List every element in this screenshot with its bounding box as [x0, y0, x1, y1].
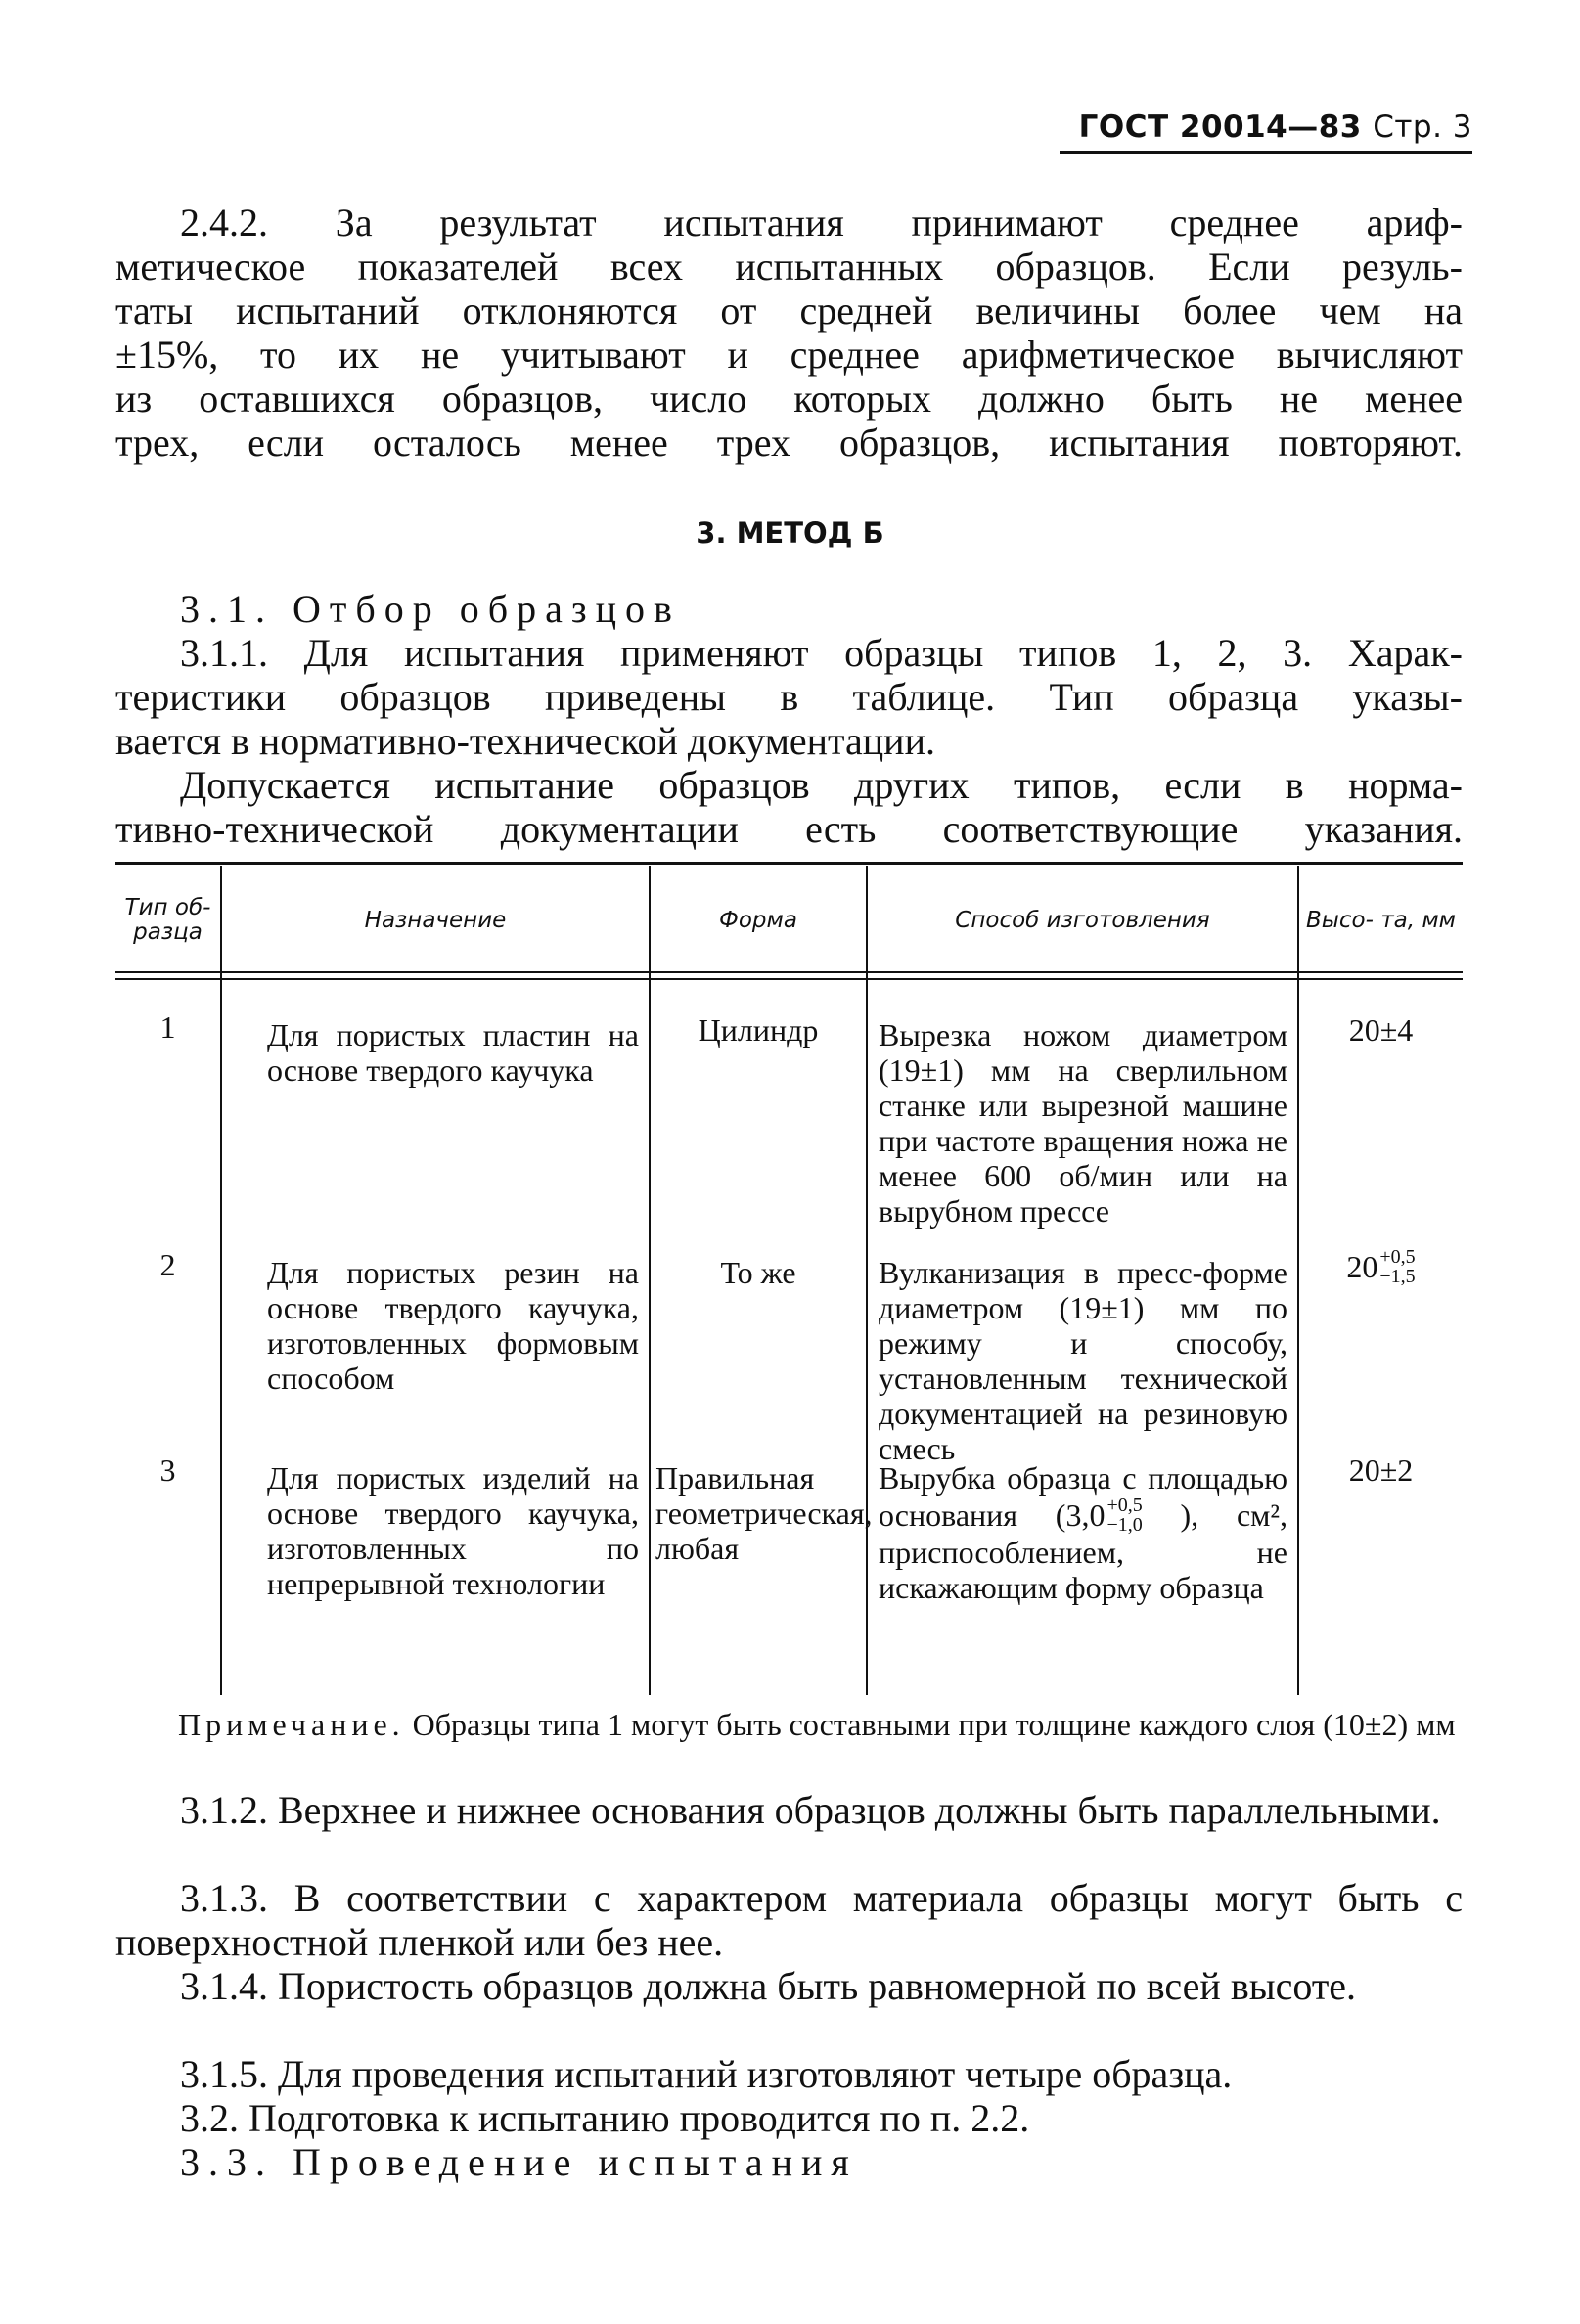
row-3-purpose: Для пористых изделий на основе твердого каучука, изготовленных по непрерывной технологии [267, 1460, 639, 1601]
text-line: ±15%, то их не учитывают и среднее арифметическое вычисляют [115, 333, 1463, 377]
row-2-form: То же [720, 1255, 796, 1290]
table-note [115, 1707, 1463, 1742]
paragraph-3-1-5: 3.1.5. Для проведения испытаний изготовляют четыре образца. [180, 2052, 1233, 2096]
area-tolerance-lower: −1,0 [1106, 1514, 1143, 1536]
row-2-method: Вулканизация в пресс-форме диаметром (19±1) мм по режиму и способу, установленным технической документацией на резиновую смесь [879, 1255, 1287, 1466]
height-base: 20 [1346, 1249, 1378, 1284]
paragraph-allowance [115, 763, 1463, 851]
header-purpose: Назначение [364, 907, 507, 933]
text-line: метическое показателей всех испытанных образцов. Если резуль- [115, 245, 1463, 289]
subsection-title-3-3: 3.3. Проведение испытания [180, 2140, 858, 2184]
column-divider [220, 866, 222, 1695]
note-label: Примечание. [178, 1707, 405, 1742]
row-2-purpose: Для пористых резин на основе твердого каучука, изготовленных формовым способом [267, 1255, 639, 1396]
header-type: Тип об- разца [124, 895, 211, 945]
row-1-height: 20±4 [1348, 1012, 1414, 1048]
height-tolerance-lower: −1,5 [1379, 1266, 1416, 1287]
header-rule [115, 971, 1463, 973]
text-line: Допускается испытание образцов других типов, если в норма- [180, 763, 1463, 807]
column-divider [866, 866, 868, 1695]
row-3-height: 20±2 [1348, 1452, 1414, 1488]
area-tolerance-upper: +0,5 [1106, 1495, 1143, 1516]
header-height: Высо- та, мм [1305, 907, 1457, 933]
paragraph-3-1-2: 3.1.2. Верхнее и нижнее основания образцов должны быть параллельными. [180, 1788, 1441, 1832]
row-3-type: 3 [159, 1452, 176, 1488]
text-line: теристики образцов приведены в таблице. Тип образца указы- [115, 675, 1463, 719]
area-base: (3,0 [1055, 1497, 1106, 1533]
paragraph-3-2: 3.2. Подготовка к испытанию проводится по п. 2.2. [180, 2096, 1030, 2140]
specimen-table [115, 866, 1463, 1695]
text-line: таты испытаний отклоняются от средней величины более чем на [115, 289, 1463, 333]
subsection-title: 3.1. Отбор образцов [180, 587, 681, 631]
paragraph-3-1-4: 3.1.4. Пористость образцов должна быть равномерной по всей высоте. [180, 1964, 1357, 2008]
section-heading: 3. МЕТОД Б [696, 516, 884, 550]
text-line: трех, если осталось менее трех образцов, испытания повторяют. [115, 421, 1463, 465]
page-number: Стр. 3 [1373, 110, 1472, 145]
height-tolerance-upper: +0,5 [1379, 1246, 1416, 1268]
text-line: 2.4.2. За результат испытания принимают среднее ариф- [180, 201, 1463, 245]
row-1-purpose: Для пористых пластин на основе твердого каучука [267, 1017, 639, 1088]
header-method: Способ изготовления [955, 907, 1210, 933]
note-text: Образцы типа 1 могут быть составными при толщине каждого слоя (10±2) мм [412, 1707, 1456, 1742]
paragraph-3-1-1 [115, 631, 1463, 763]
row-3-form: Правильная геометрическая, любая [655, 1460, 873, 1566]
text-line: из оставшихся образцов, число которых должно быть не менее [115, 377, 1463, 421]
header-rule [115, 978, 1463, 980]
paragraph-3-1-3: 3.1.3. В соответствии с характером материала образцы могут быть с поверхностной пленкой или без нее. [115, 1876, 1463, 1964]
row-1-method: Вырезка ножом диаметром (19±1) мм на сверлильном станке или вырезной машине при частоте вращения ножа не менее 600 об/мин или на вырубном прессе [879, 1017, 1287, 1229]
row-1-form: Цилиндр [698, 1012, 819, 1048]
paragraph-2-4-2 [115, 201, 1463, 465]
row-3-method [879, 1460, 1287, 1605]
running-header [1079, 110, 1472, 145]
row-2-type: 2 [159, 1247, 176, 1282]
method-text-start: Вырубка образца с площадью основания [879, 1460, 1287, 1533]
method-text-end: ), см², приспособлением, не искажающим форму образца [879, 1497, 1288, 1605]
text-line: тивно-технической документации есть соответствующие указания. [115, 807, 1463, 851]
row-1-type: 1 [159, 1009, 176, 1045]
standard-number: ГОСТ 20014—83 [1078, 110, 1362, 145]
text-line: 3.1.1. Для испытания применяют образцы типов 1, 2, 3. Харак- [180, 631, 1463, 675]
text-line: вается в нормативно-технической документации. [115, 719, 935, 763]
header-rule [1060, 151, 1472, 154]
row-2-height [1299, 1247, 1463, 1286]
header-form: Форма [719, 907, 797, 933]
table-top-rule [115, 862, 1463, 865]
